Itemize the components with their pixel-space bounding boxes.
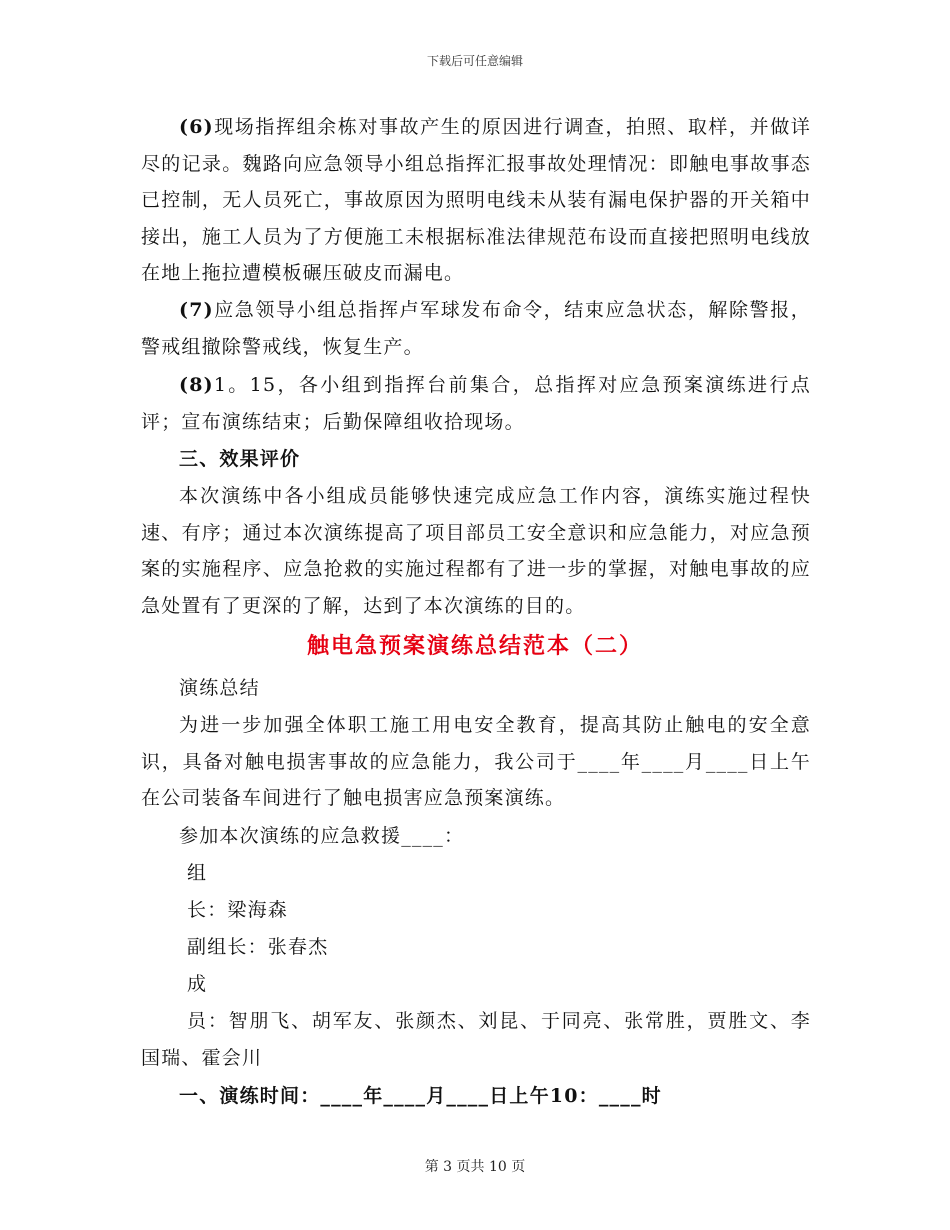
section-3-heading: 三、效果评价	[179, 448, 301, 470]
item-number-7: (7)	[179, 299, 214, 321]
drill-time-heading: 一、演练时间：____年____月____日上午10：____时	[179, 1085, 662, 1107]
page-header: 下载后可任意编辑	[426, 54, 523, 68]
group-label-part1: 组	[187, 862, 208, 884]
paragraph-7-text: 应急领导小组总指挥卢军球发布命令，结束应急状态，解除警报，警戒组撤除警戒线，恢复生产。	[141, 299, 811, 358]
members-list: 员：智朋飞、胡军友、张颜杰、刘昆、于同亮、张常胜，贾胜文、李国瑞、霍会川	[141, 1010, 811, 1069]
document-title-2: 触电急预案演练总结范本（二）	[306, 633, 643, 659]
paragraph-8-text: 1。15，各小组到指挥台前集合，总指挥对应急预案演练进行点评；宣布演练结束；后勤保障组收拾现场。	[141, 374, 811, 433]
paragraph-6	[141, 109, 811, 292]
paragraph-7	[141, 292, 811, 365]
group-leader: 长：梁海森	[187, 899, 289, 921]
page-footer: 第 3 页共 10 页	[424, 1159, 526, 1175]
item-number-8: (8)	[179, 374, 214, 396]
members-label-part1: 成	[187, 973, 208, 995]
deputy-leader: 副组长：张春杰	[187, 936, 329, 958]
item-number-6: (6)	[179, 116, 214, 138]
paragraph-8	[141, 367, 811, 440]
summary-label: 演练总结	[179, 677, 260, 699]
paragraph-6-text: 现场指挥组余栋对事故产生的原因进行调查，拍照、取样，并做详尽的记录。魏路向应急领导小组总指挥汇报事故处理情况：即触电事故事态已控制，无人员死亡，事故原因为照明电线未从装有漏电保护器的开关箱中接出，施工人员为了方便施工未根据标准法律规范布设而直接把照明电线放在地上拖拉遭模板碾压破皮而漏电。	[141, 116, 811, 285]
intro-paragraph: 为进一步加强全体职工施工用电安全教育，提高其防止触电的安全意识，具备对触电损害事故的应急能力，我公司于____年____月____日上午在公司装备车间进行了触电损害应急预案演练。	[141, 714, 811, 810]
section-3-text: 本次演练中各小组成员能够快速完成应急工作内容，演练实施过程快速、有序；通过本次演练提高了项目部员工安全意识和应急能力，对应急预案的实施程序、应急抢救的实施过程都有了进一步的掌握，对触电事故的应急处置有了更深的了解，达到了本次演练的目的。	[141, 485, 811, 617]
participants-intro: 参加本次演练的应急救援____：	[179, 825, 465, 847]
